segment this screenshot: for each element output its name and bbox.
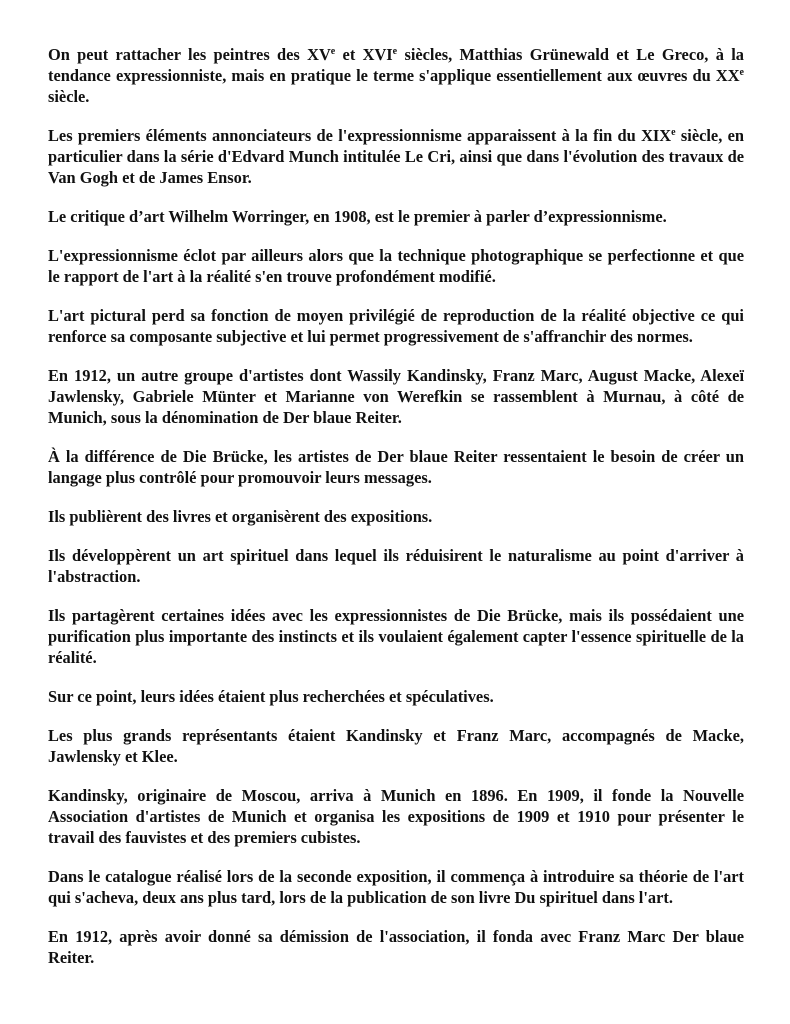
paragraph [48,305,744,347]
paragraph-text: On peut rattacher les peintres des XV [48,45,331,64]
paragraph [48,545,744,587]
paragraph [48,44,744,107]
paragraph-text: et XVI [335,45,393,64]
paragraph-text: Dans le catalogue réalisé lors de la seconde exposition, il commença à introduire sa théorie de l'art qui s'acheva, deux ans plus tard, lors de la publication de son livre Du spirituel dans l'art. [48,867,744,907]
superscript-text: e [330,46,336,57]
paragraph-text: Sur ce point, leurs idées étaient plus recherchées et spéculatives. [48,687,494,706]
paragraph [48,686,744,707]
paragraph [48,125,744,188]
paragraph-text: Kandinsky, originaire de Moscou, arriva à Munich en 1896. En 1909, il fonde la Nouvelle Association d'artistes de Munich et organisa les expositions de 1909 et 1910 pour présenter le travail des fauvistes et des premiers cubistes. [48,786,744,847]
paragraph-text: Le critique d’art Wilhelm Worringer, en 1908, est le premier à parler d’expressionnisme. [48,207,667,226]
paragraph [48,926,744,968]
paragraph-text: Les plus grands représentants étaient Kandinsky et Franz Marc, accompagnés de Macke, Jawlensky et Klee. [48,726,744,766]
paragraph-text: Les premiers éléments annonciateurs de l'expressionnisme apparaissent à la fin du XIX [48,126,672,145]
paragraph-text: Ils développèrent un art spirituel dans lequel ils réduisirent le naturalisme au point d'arriver à l'abstraction. [48,546,744,586]
paragraph-text: En 1912, un autre groupe d'artistes dont Wassily Kandinsky, Franz Marc, August Macke, Alexeï Jawlensky, Gabriele Münter et Marianne von Werefkin se rassemblent à Murnau, à côté de Munich, sous la dénomination de Der blaue Reiter. [48,366,744,427]
paragraph-text: L'art pictural perd sa fonction de moyen privilégié de reproduction de la réalité objective ce qui renforce sa composante subjective et lui permet progressivement de s'affranchir des normes. [48,306,744,346]
document-page [48,44,744,986]
superscript-text: e [671,127,676,138]
paragraph [48,506,744,527]
paragraph [48,206,744,227]
paragraph-text: Ils publièrent des livres et organisèrent des expositions. [48,507,433,526]
paragraph-text: siècle, en particulier dans la série d'Edvard Munch intitulée Le Cri, ainsi que dans l'évolution des travaux de Van Gogh et de James Ensor. [48,126,744,187]
paragraph [48,365,744,428]
paragraph-text: En 1912, après avoir donné sa démission de l'association, il fonda avec Franz Marc Der blaue Reiter. [48,927,744,967]
paragraph [48,725,744,767]
superscript-text: e [739,67,744,78]
paragraph-text: À la différence de Die Brücke, les artistes de Der blaue Reiter ressentaient le besoin de créer un langage plus contrôlé pour promouvoir leurs messages. [48,447,744,487]
paragraph-text: L'expressionnisme éclot par ailleurs alors que la technique photographique se perfectionne et que le rapport de l'art à la réalité s'en trouve profondément modifié. [48,246,744,286]
paragraph [48,446,744,488]
paragraph [48,785,744,848]
superscript-text: e [392,46,398,57]
paragraph-text: Ils partagèrent certaines idées avec les expressionnistes de Die Brücke, mais ils possédaient une purification plus importante des instincts et ils voulaient également capter l'essence spirituelle de la réalité. [48,606,744,667]
paragraph [48,245,744,287]
paragraph-text: siècles, Matthias Grünewald et Le Greco, à la tendance expressionniste, mais en pratique le terme s'applique essentiellement aux œuvres du XX [48,45,744,85]
paragraph-text: siècle. [48,87,90,106]
paragraph [48,605,744,668]
paragraph [48,866,744,908]
